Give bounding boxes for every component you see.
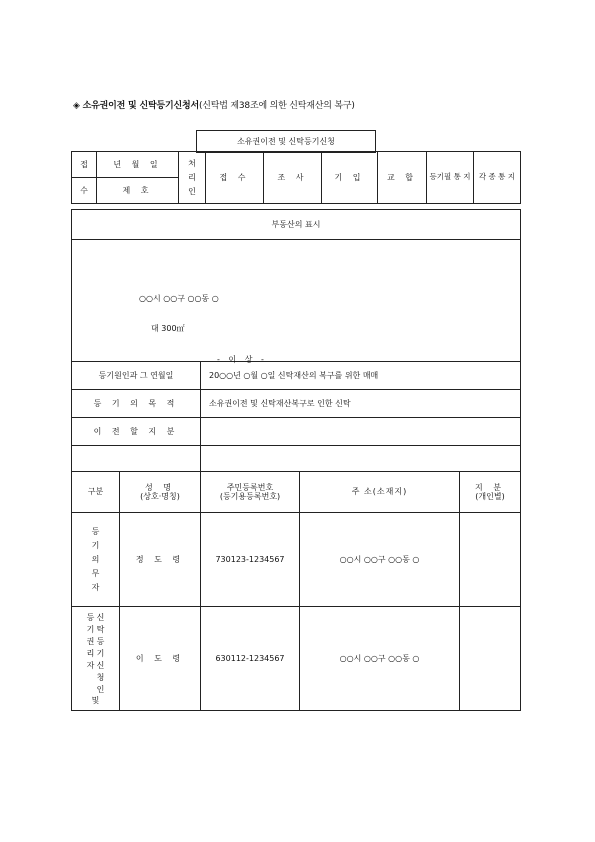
share-value	[201, 418, 521, 446]
date-label: 년 월 일	[97, 152, 179, 178]
title-note: (신탁법 제38조에 의한 신탁재산의 복구)	[198, 101, 355, 111]
obligor-id: 730123-1234567	[201, 513, 300, 607]
document-title	[73, 98, 355, 111]
blank-row-right	[201, 446, 521, 472]
property-header: 부동산의 표시	[72, 210, 521, 240]
category-header: 구분	[72, 472, 120, 513]
col-various-notice: 각 종 통 지	[474, 152, 521, 204]
purpose-value: 소유권이전 및 신탁재산복구로 인한 신탁	[201, 390, 521, 418]
portion-header: 지 분 (개인별)	[460, 472, 521, 513]
obligee-role-col1: 등기권리자	[86, 612, 95, 670]
id-header: 주민등록번호 (등기용등록번호)	[201, 472, 300, 513]
obligee-share	[460, 607, 521, 711]
cause-label: 등기원인과 그 연월일	[72, 362, 201, 390]
obligor-share	[460, 513, 521, 607]
reception-table	[71, 151, 521, 204]
reception-header: 소유권이전 및 신탁등기신청	[197, 131, 376, 153]
col-josa: 조 사	[264, 152, 322, 204]
col-gyohap: 교 합	[378, 152, 427, 204]
cause-value: 20○○년 ○월 ○일 신탁재산의 복구를 위한 매매	[201, 362, 521, 390]
col-registry-notice: 등기필 통 지	[427, 152, 474, 204]
property-area: 대 300㎡	[151, 324, 185, 333]
title-main: ◈ 소유권이전 및 신탁등기신청서	[73, 101, 199, 111]
number-label: 제 호	[97, 178, 179, 204]
blank-row-left	[72, 446, 201, 472]
obligee-role-col2: 신탁등기신청인	[96, 612, 105, 694]
property-address: ○○시 ○○구 ○○동 ○	[139, 294, 219, 303]
su-label: 수	[72, 178, 97, 204]
obligee-address: ○○시 ○○구 ○○동 ○	[300, 607, 460, 711]
reception-header-box	[196, 130, 376, 153]
jeob-label: 접	[72, 152, 97, 178]
property-end: - 이 상 -	[217, 355, 267, 364]
name-header: 성 명 (상호·명칭)	[120, 472, 201, 513]
main-form-table	[71, 209, 521, 711]
property-description	[72, 240, 521, 362]
col-jeobsu: 접 수	[206, 152, 264, 204]
purpose-label: 등 기 의 목 적	[72, 390, 201, 418]
processing-label: 처리인	[179, 152, 206, 204]
obligee-role	[72, 607, 120, 711]
address-header: 주 소(소재지)	[300, 472, 460, 513]
obligor-role: 등기의무자	[72, 513, 120, 607]
obligor-name: 정 도 령	[120, 513, 201, 607]
col-giip: 기 입	[322, 152, 378, 204]
share-label: 이 전 할 지 분	[72, 418, 201, 446]
obligee-name: 이 도 령	[120, 607, 201, 711]
obligee-id: 630112-1234567	[201, 607, 300, 711]
obligee-role-bottom: 및	[91, 695, 100, 705]
obligor-address: ○○시 ○○구 ○○동 ○	[300, 513, 460, 607]
